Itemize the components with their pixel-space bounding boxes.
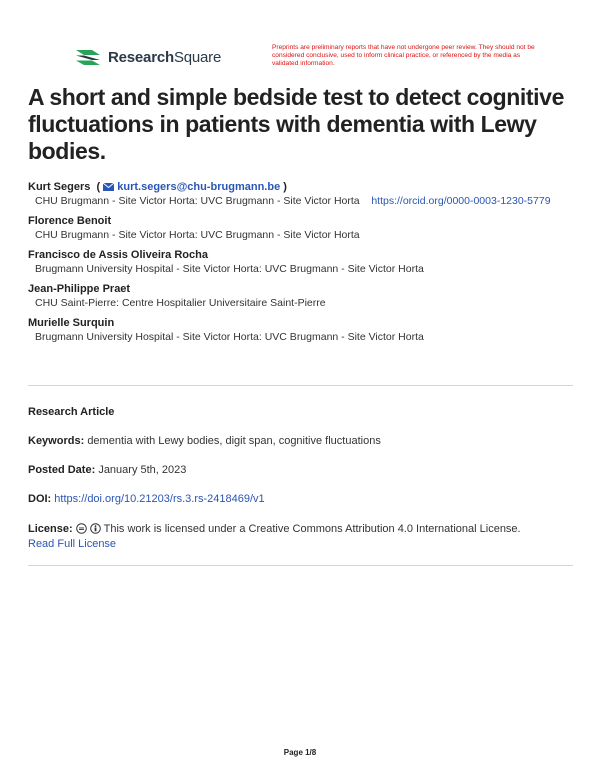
author-affiliation: CHU Brugmann - Site Victor Horta: UVC Brugmann - Site Victor Horta https://orcid.org/0000-0003-1230-5779: [35, 195, 551, 207]
author-email-link[interactable]: kurt.segers@chu-brugmann.be: [117, 181, 281, 193]
divider: [28, 385, 573, 386]
paper-title: A short and simple bedside test to detect cognitive fluctuations in patients with dementia with Lewy bodies.: [28, 84, 564, 164]
doi-label: DOI:: [28, 493, 52, 505]
header: [74, 44, 534, 80]
envelope-icon: [103, 183, 114, 191]
attribution-icon: [90, 523, 101, 534]
author-affiliation: CHU Saint-Pierre: Centre Hospitalier Universitaire Saint-Pierre: [35, 297, 326, 309]
article-type: Research Article: [28, 406, 115, 418]
author-affiliation: CHU Brugmann - Site Victor Horta: UVC Brugmann - Site Victor Horta: [35, 229, 360, 241]
orcid-link[interactable]: https://orcid.org/0000-0003-1230-5779: [371, 195, 551, 207]
preprint-notice: Preprints are preliminary reports that have not undergone peer review. They should not be considered conclusive, used to inform clinical practice, or referenced by the media as validated information.: [272, 44, 535, 67]
author-affiliation: Brugmann University Hospital - Site Victor Horta: UVC Brugmann - Site Victor Horta: [35, 263, 424, 275]
keywords-label: Keywords:: [28, 435, 85, 447]
keywords: Keywords: dementia with Lewy bodies, digit span, cognitive fluctuations: [28, 435, 381, 447]
brand-name: ResearchSquare: [108, 48, 222, 66]
license-label: License:: [28, 523, 73, 535]
research-square-logo[interactable]: [74, 46, 221, 68]
cc-license-icon: [76, 523, 87, 534]
research-square-logo-icon: [74, 46, 102, 68]
posted-date-label: Posted Date:: [28, 464, 96, 476]
author-name: Jean-Philippe Praet: [28, 283, 131, 295]
license: License: This work is licensed under a Creative Commons Attribution 4.0 International License. Read Full License: [28, 523, 521, 550]
page-number: Page 1/8: [283, 748, 317, 757]
doi-link[interactable]: https://doi.org/10.21203/rs.3.rs-2418469/v1: [54, 493, 265, 505]
posted-date: Posted Date: January 5th, 2023: [28, 464, 187, 476]
doi: [28, 492, 573, 507]
author-name: Florence Benoit: [28, 215, 112, 227]
author-name: Kurt Segers ( kurt.segers@chu-brugmann.be ): [28, 181, 287, 193]
divider: [28, 565, 573, 566]
read-full-license-link[interactable]: Read Full License: [28, 538, 117, 550]
author-name: Francisco de Assis Oliveira Rocha: [28, 249, 208, 261]
author-name: Murielle Surquin: [28, 317, 115, 329]
author-affiliation: Brugmann University Hospital - Site Victor Horta: UVC Brugmann - Site Victor Horta: [35, 331, 424, 343]
author-list: [28, 180, 573, 345]
